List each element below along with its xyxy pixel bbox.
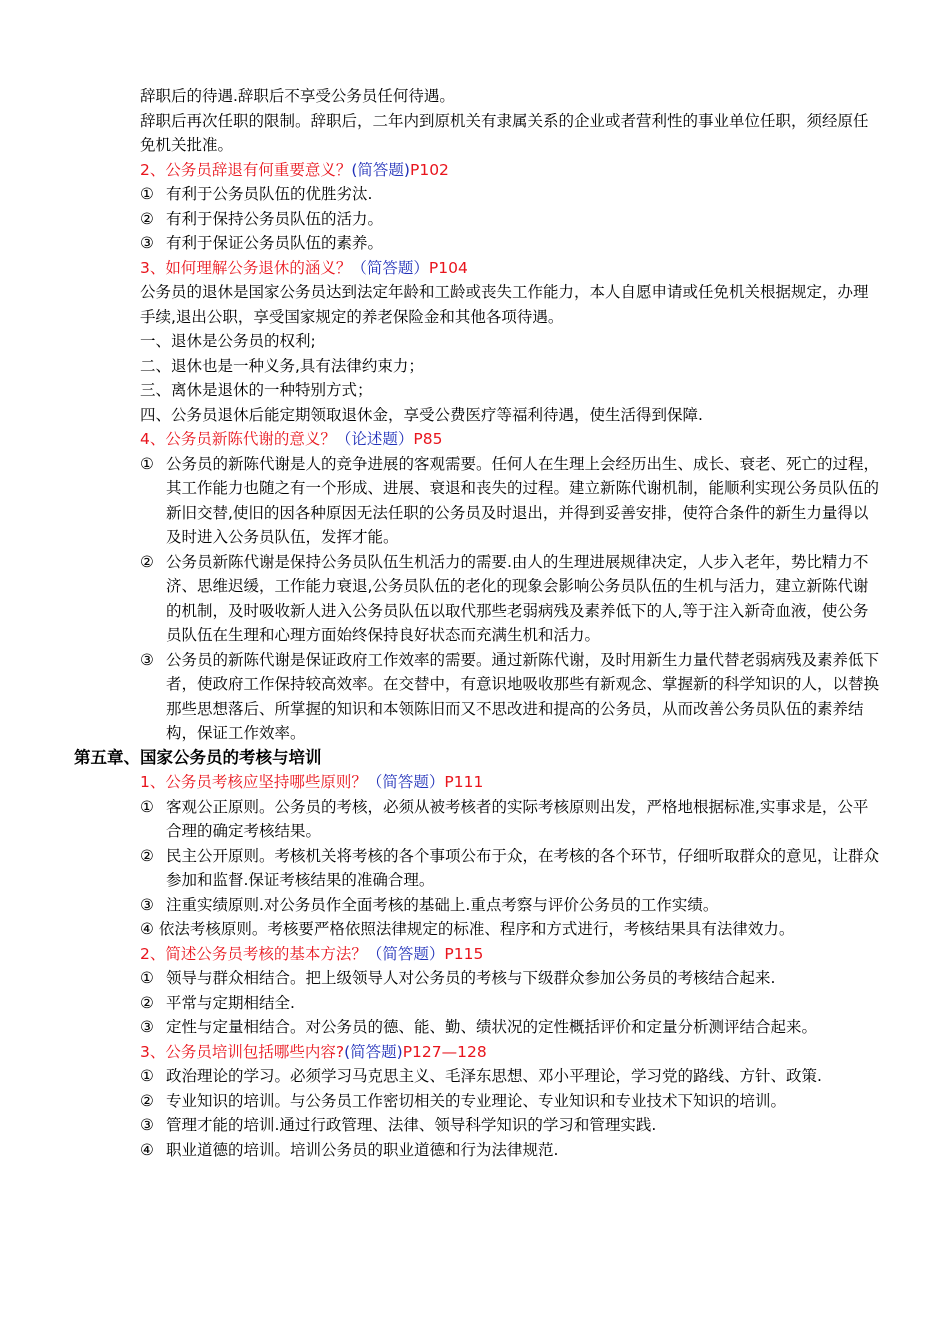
question-title: 2、公务员辞退有何重要意义？: [140, 160, 352, 179]
list-item-text: 管理才能的培训.通过行政管理、法律、领导科学知识的学习和管理实践.: [166, 1116, 657, 1134]
list-item: [140, 991, 880, 1016]
list-item-text: 公务员的新陈代谢是人的竞争进展的客观需要。任何人在生理上会经历出生、成长、衰老、死亡的过程，其工作能力也随之有一个形成、进展、衰退和丧失的过程。建立新陈代谢机制，能顺利实现公务员队伍的新旧交替,使旧的因各种原因无法任职的公务员及时退出，并得到妥善安排，使符合条件的新生力量得以及时进入公务员队伍，发挥才能。: [166, 454, 880, 546]
list-item: [140, 893, 880, 918]
list-item: [140, 795, 880, 844]
list-item-text: 公务员的新陈代谢是保证政府工作效率的需要。通过新陈代谢，及时用新生力量代替老弱病残及素养低下者，使政府工作保持较高效率。在交替中，有意识地吸收那些有新观念、掌握新的科学知识的人，以替换那些思想落后、所掌握的知识和本领陈旧而又不思改进和提高的公务员，从而改善公务员队伍的素养结构，保证工作效率。: [166, 650, 880, 742]
list-marker: ③: [140, 650, 154, 669]
list-item: [140, 1113, 880, 1138]
question-type-tag: （简答题）: [351, 258, 429, 277]
question-title: 3、公务员培训包括哪些内容?: [140, 1042, 345, 1061]
question-page-ref: P127—128: [402, 1042, 487, 1061]
list-item-text: 政治理论的学习。必须学习马克思主义、毛泽东思想、邓小平理论，学习党的路线、方针、政策.: [166, 1067, 822, 1085]
question-type-tag: （论述题）: [335, 430, 414, 448]
list-item: [140, 917, 880, 942]
question-heading: [140, 942, 880, 967]
question-heading: [140, 158, 880, 183]
chapter-heading: 第五章、国家公务员的考核与培训: [74, 747, 322, 767]
question-type-tag: （简答题）: [366, 944, 445, 963]
list-item-text: 有利于保证公务员队伍的素养。: [166, 234, 384, 252]
list-marker: ④: [140, 1140, 154, 1159]
list-marker: ②: [140, 993, 154, 1012]
list-marker: ②: [140, 552, 154, 571]
list-marker: ①: [140, 185, 154, 203]
question-heading: [140, 256, 880, 281]
list-item-text: 专业知识的培训。与公务员工作密切相关的专业理论、专业知识和专业技术下知识的培训。: [166, 1091, 787, 1110]
list-item: [140, 1015, 880, 1040]
list-item: [140, 550, 880, 648]
list-marker: ①: [140, 1067, 154, 1085]
question-title: 3、如何理解公务退休的涵义？: [140, 258, 352, 277]
list-marker: ③: [140, 234, 154, 252]
question-type-tag: (简答题): [351, 160, 410, 179]
list-marker: ①: [140, 454, 154, 473]
intro-line-1: 辞职后的待遇.辞职后不享受公务员任何待遇。: [140, 87, 455, 105]
list-marker: ①: [140, 797, 154, 816]
list-item-text: 领导与群众相结合。把上级领导人对公务员的考核与下级群众参加公务员的考核结合起来.: [166, 969, 776, 987]
list-item: [140, 231, 880, 256]
list-item-text: 有利于公务员队伍的优胜劣汰.: [166, 185, 373, 203]
question-page-ref: P111: [444, 773, 484, 791]
list-item: [140, 648, 880, 746]
question-page-ref: P115: [444, 944, 484, 963]
list-item: 二、退休也是一种义务,具有法律约束力；: [140, 356, 424, 375]
list-item: [140, 1064, 880, 1089]
question-heading: [140, 1040, 880, 1065]
list-item-text: 注重实绩原则.对公务员作全面考核的基础上.重点考察与评价公务员的工作实绩。: [166, 895, 719, 914]
list-marker: ②: [140, 209, 154, 228]
list-item-text: 平常与定期相结全.: [166, 993, 295, 1012]
question-title: 4、公务员新陈代谢的意义？: [140, 430, 336, 448]
list-item: [140, 1138, 880, 1163]
list-item-text: 客观公正原则。公务员的考核，必须从被考核者的实际考核原则出发，严格地根据标准,实事求是，公平合理的确定考核结果。: [166, 797, 869, 840]
list-item: 一、退休是公务员的权利;: [140, 332, 316, 350]
list-item: [140, 1089, 880, 1114]
list-marker: ③: [140, 1116, 154, 1134]
list-item-text: 定性与定量相结合。对公务员的德、能、勤、绩状况的定性概括评价和定量分析测评结合起来。: [166, 1018, 818, 1036]
list-item: 三、离休是退休的一种特别方式；: [140, 381, 373, 399]
intro-line-2: 辞职后再次任职的限制。辞职后，二年内到原机关有隶属关系的企业或者营利性的事业单位任职，须经原任免机关批准。: [140, 111, 869, 154]
question-type-tag: (简答题): [344, 1042, 403, 1061]
list-item: 四、公务员退休后能定期领取退休金，享受公费医疗等福利待遇，使生活得到保障.: [140, 405, 703, 424]
question-heading: [140, 770, 880, 795]
list-item-text: 依法考核原则。考核要严格依照法律规定的标准、程序和方式进行，考核结果具有法律效力。: [158, 920, 795, 938]
list-item-text: 职业道德的培训。培训公务员的职业道德和行为法律规范.: [166, 1140, 559, 1159]
list-marker: ③: [140, 895, 154, 914]
question-page-ref: P104: [428, 258, 468, 277]
answer-paragraph: 公务员的退休是国家公务员达到法定年龄和工龄或丧失工作能力，本人自愿申请或任免机关根据规定，办理手续,退出公职，享受国家规定的养老保险金和其他各项待遇。: [140, 283, 869, 326]
question-page-ref: P85: [413, 430, 443, 448]
list-item-text: 有利于保持公务员队伍的活力。: [166, 209, 384, 228]
document-body: [74, 84, 880, 1162]
list-marker: ②: [140, 846, 154, 865]
list-item: [140, 966, 880, 991]
list-item: [140, 452, 880, 550]
list-marker: ①: [140, 969, 154, 987]
list-marker: ③: [140, 1018, 154, 1036]
list-item: [140, 844, 880, 893]
list-marker: ②: [140, 1091, 154, 1110]
list-item: [140, 207, 880, 232]
question-title: 2、简述公务员考核的基本方法？: [140, 944, 367, 963]
list-item-text: 民主公开原则。考核机关将考核的各个事项公布于众，在考核的各个环节，仔细听取群众的意见，让群众参加和监督.保证考核结果的准确合理。: [166, 846, 880, 889]
list-marker: ④: [140, 920, 154, 938]
list-item: [140, 182, 880, 207]
question-page-ref: P102: [409, 160, 449, 179]
list-item-text: 公务员新陈代谢是保持公务员队伍生机活力的需要.由人的生理进展规律决定，人步入老年，势比精力不济、思维迟缓，工作能力衰退,公务员队伍的老化的现象会影响公务员队伍的生机与活力，建立新陈代谢的机制，及时吸收新人进入公务员队伍以取代那些老弱病残及素养低下的人,等于注入新奇血液，使公务员队伍在生理和心理方面始终保持良好状态而充满生机和活力。: [166, 552, 869, 644]
question-type-tag: （简答题）: [366, 773, 445, 791]
question-heading: [140, 427, 880, 452]
question-title: 1、公务员考核应坚持哪些原则？: [140, 773, 367, 791]
